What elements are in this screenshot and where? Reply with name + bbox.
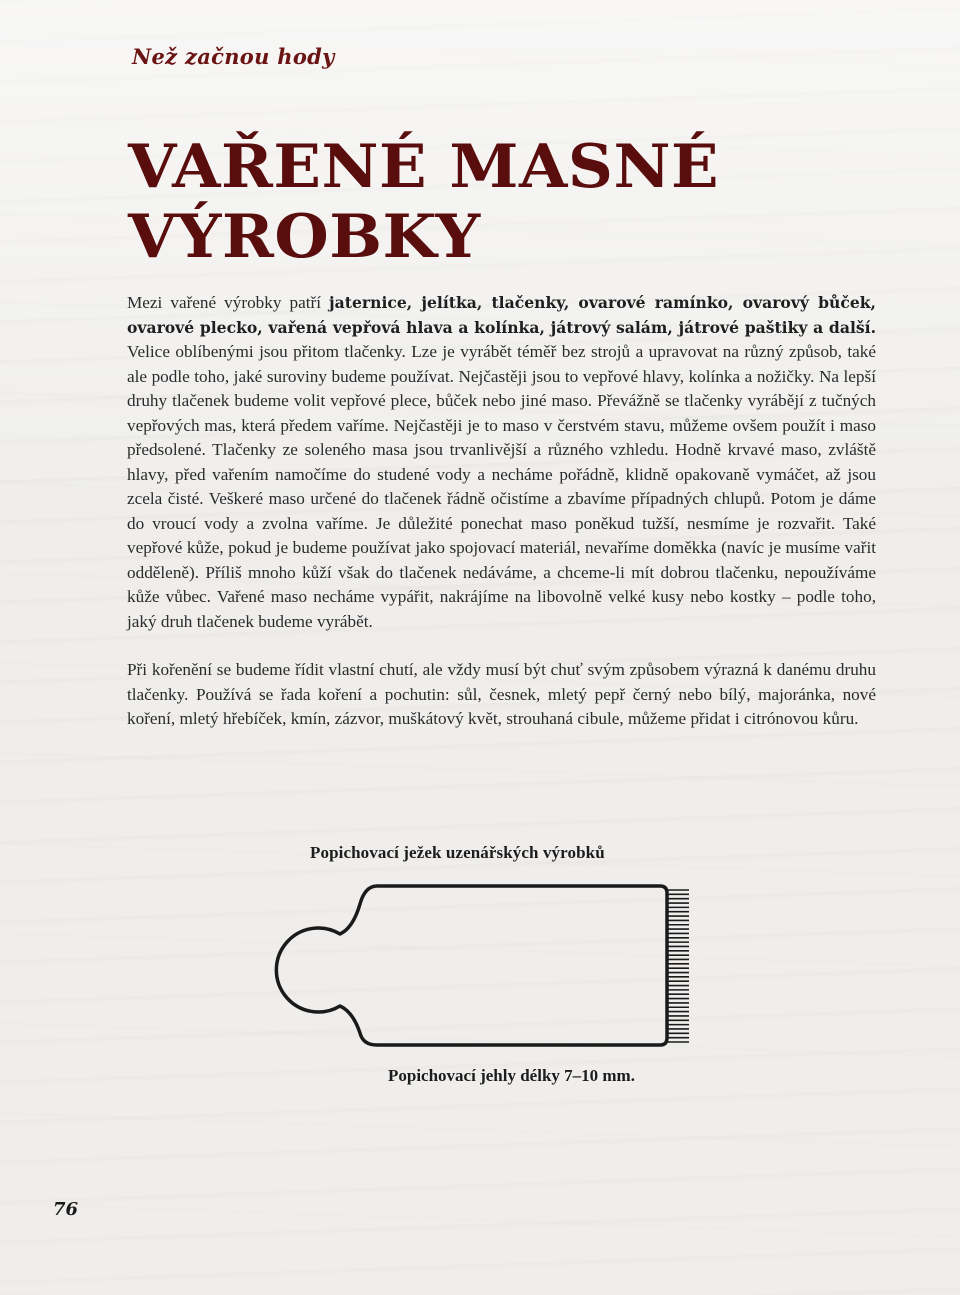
tool-outline (276, 886, 667, 1045)
page-number: 76 (53, 1199, 79, 1220)
paragraph-2: Při kořenění se budeme řídit vlastní chutí, ale vždy musí být chuť svým způsobem výrazná k danému druhu tlačenky. Používá se řada koření a pochutin: sůl, česnek, mletý pepř černý nebo bílý, majoránka, nové koření, mletý hřebíček, kmín, zázvor, muškátový květ, strouhaná cibule, můžeme přidat i citrónovou kůru. (127, 660, 876, 728)
figure-caption-bottom: Popichovací jehly délky 7–10 mm. (388, 1066, 635, 1085)
body-text (127, 291, 876, 732)
title-line-1: VAŘENÉ MASNÉ (128, 132, 720, 202)
needles (668, 890, 689, 1042)
paragraph-1 (127, 291, 876, 634)
paragraph-1-bold: jaternice, jelítka, tlačenky, ovarové ramínko, ovarový bůček, ovarové plecko, vařená vepřová hlava a kolínka, játrový salám, játrové paštiky a další. (127, 293, 876, 337)
page-title (128, 132, 856, 272)
figure-caption-top: Popichovací ježek uzenářských výrobků (310, 843, 605, 862)
paragraph-1-intro: Mezi vařené výrobky patří (127, 293, 330, 312)
title-line-2: VÝROBKY (128, 202, 481, 272)
running-head: Než začnou hody (132, 44, 335, 69)
paragraph-1-rest: Velice oblíbenými jsou přitom tlačenky. Lze je vyrábět téměř bez strojů a upravovat na různý způsob, také ale podle toho, jaké suroviny budeme používat. Nejčastěji jsou to vepřové hlavy, kolínka a nožičky. Na lepší druhy tlačenek budeme volit vepřové plece, bůček nebo jiné maso. Převážně se tlačenky vyrábějí z tučných vepřových mas, která předem vaříme. Nejčastěji je to maso v čerstvém stavu, můžeme ovšem použít i maso předsolené. Tlačenky ze soleného masa jsou trvanlivější a různého vzhledu. Hodně krvavé maso, zvláště hlavy, před vařením namočíme do studené vody a necháme pořádně, klidně opakovaně vymáčet, až jsou zcela čisté. Veškeré maso určené do tlačenek řádně očistíme a zbavíme případných chlupů. Potom je dáme do vroucí vody a zvolna vaříme. Je důležité ponechat maso poněkud tužší, nesmíme je rozvařit. Také vepřové kůže, pokud je budeme používat jako spojovací materiál, nevaříme doměkka (navíc je musíme vařit odděleně). Příliš mnoho kůží však do tlačenek nedáváme, a chceme-li mít dobrou tlačenku, nepoužíváme kůže vůbec. Vařené maso necháme vypářit, nakrájíme na libovolně velké kusy nebo kostky – podle toho, jaký druh tlačenek budeme vyrábět. (127, 342, 876, 631)
